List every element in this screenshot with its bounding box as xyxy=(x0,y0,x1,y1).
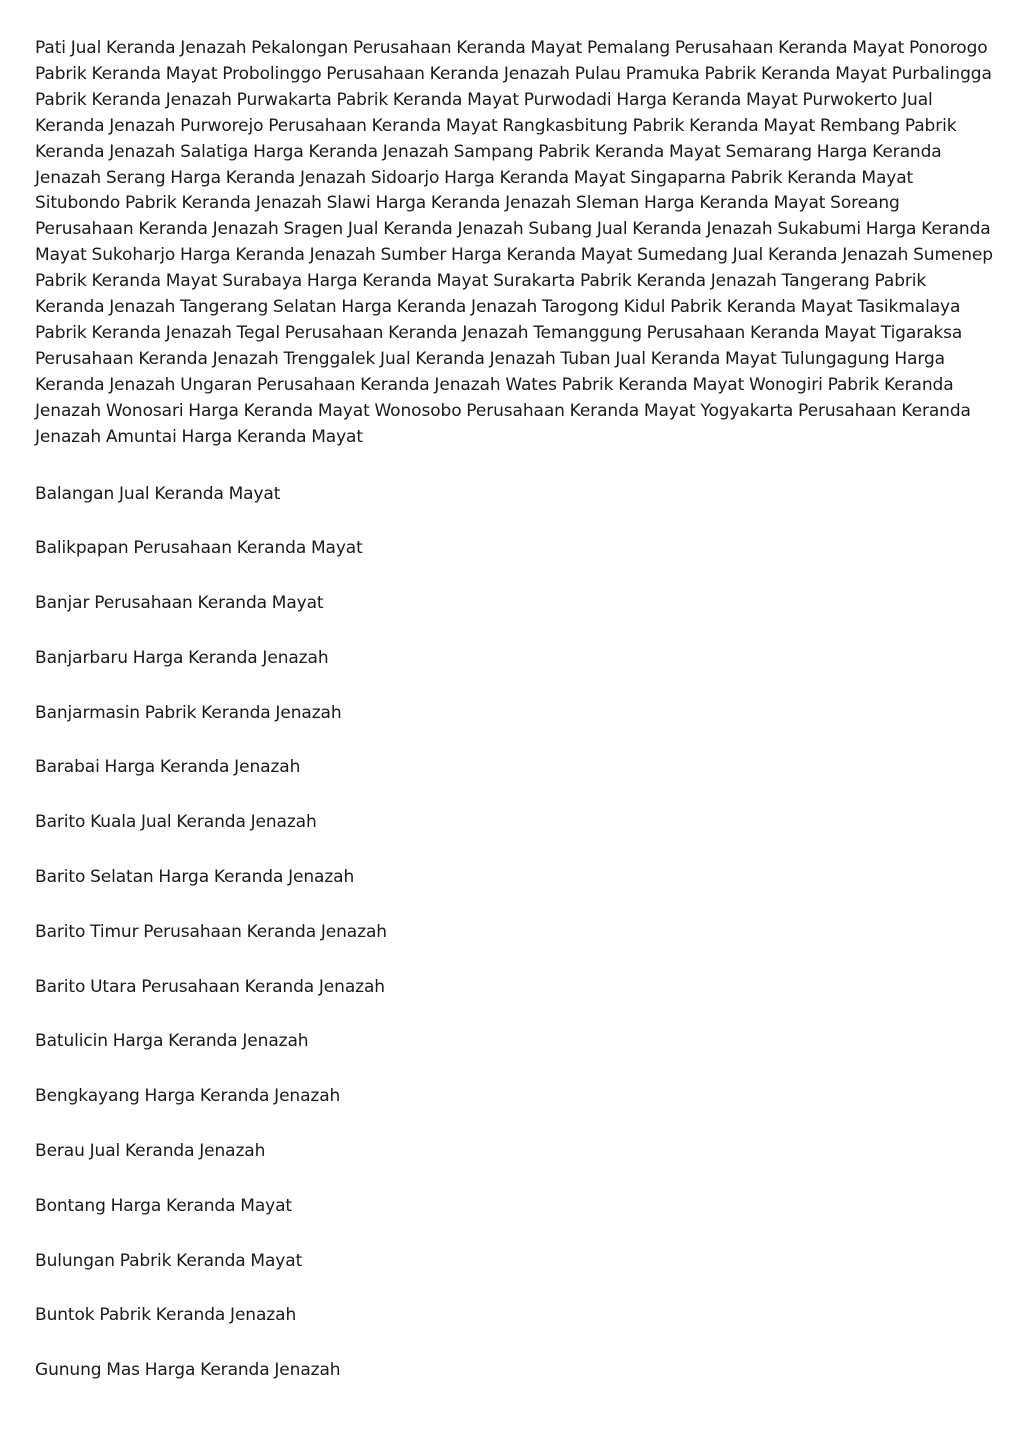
location-list xyxy=(35,481,994,1384)
list-item: Barito Timur Perusahaan Keranda Jenazah xyxy=(35,921,387,942)
list-item: Barabai Harga Keranda Jenazah xyxy=(35,757,301,778)
list-item: Balangan Jual Keranda Mayat xyxy=(35,483,281,504)
list-item: Barito Selatan Harga Keranda Jenazah xyxy=(35,867,355,888)
list-item: Banjarmasin Pabrik Keranda Jenazah xyxy=(35,702,342,723)
list-item: Berau Jual Keranda Jenazah xyxy=(35,1141,266,1162)
list-item: Bengkayang Harga Keranda Jenazah xyxy=(35,1086,341,1107)
list-item: Gunung Mas Harga Keranda Jenazah xyxy=(35,1360,341,1381)
list-item: Bontang Harga Keranda Mayat xyxy=(35,1195,292,1216)
lead-paragraph: Pati Jual Keranda Jenazah Pekalongan Perusahaan Keranda Mayat Pemalang Perusahaan Keranda Mayat Ponorogo Pabrik Keranda Mayat Probolinggo Perusahaan Keranda Jenazah Pulau Pramuka Pabrik Keranda Mayat Purbalingga Pabrik Keranda Jenazah Purwakarta Pabrik Keranda Mayat Purwodadi Harga Keranda Mayat Purwokerto Jual Keranda Jenazah Purworejo Perusahaan Keranda Mayat Rangkasbitung Pabrik Keranda Mayat Rembang Pabrik Keranda Jenazah Salatiga Harga Keranda Jenazah Sampang Pabrik Keranda Mayat Semarang Harga Keranda Jenazah Serang Harga Keranda Jenazah Sidoarjo Harga Keranda Mayat Singaparna Pabrik Keranda Mayat Situbondo Pabrik Keranda Jenazah Slawi Harga Keranda Jenazah Sleman Harga Keranda Mayat Soreang Perusahaan Keranda Jenazah Sragen Jual Keranda Jenazah Subang Jual Keranda Jenazah Sukabumi Harga Keranda Mayat Sukoharjo Harga Keranda Jenazah Sumber Harga Keranda Mayat Sumedang Jual Keranda Jenazah Sumenep Pabrik Keranda Mayat Surabaya Harga Keranda Mayat Surakarta Pabrik Keranda Jenazah Tangerang Pabrik Keranda Jenazah Tangerang Selatan Harga Keranda Jenazah Tarogong Kidul Pabrik Keranda Mayat Tasikmalaya Pabrik Keranda Jenazah Tegal Perusahaan Keranda Jenazah Temanggung Perusahaan Keranda Mayat Tigaraksa Perusahaan Keranda Jenazah Trenggalek Jual Keranda Jenazah Tuban Jual Keranda Mayat Tulungagung Harga Keranda Jenazah Ungaran Perusahaan Keranda Jenazah Wates Pabrik Keranda Mayat Wonogiri Pabrik Keranda Jenazah Wonosari Harga Keranda Mayat Wonosobo Perusahaan Keranda Mayat Yogyakarta Perusahaan Keranda Jenazah Amuntai Harga Keranda Mayat xyxy=(35,38,993,447)
list-item: Buntok Pabrik Keranda Jenazah xyxy=(35,1305,297,1326)
list-item: Balikpapan Perusahaan Keranda Mayat xyxy=(35,538,363,559)
list-item: Batulicin Harga Keranda Jenazah xyxy=(35,1031,309,1052)
list-item: Banjarbaru Harga Keranda Jenazah xyxy=(35,647,329,668)
list-item: Barito Kuala Jual Keranda Jenazah xyxy=(35,812,317,833)
list-item: Bulungan Pabrik Keranda Mayat xyxy=(35,1250,303,1271)
list-item: Barito Utara Perusahaan Keranda Jenazah xyxy=(35,976,385,997)
list-item: Banjar Perusahaan Keranda Mayat xyxy=(35,593,324,614)
